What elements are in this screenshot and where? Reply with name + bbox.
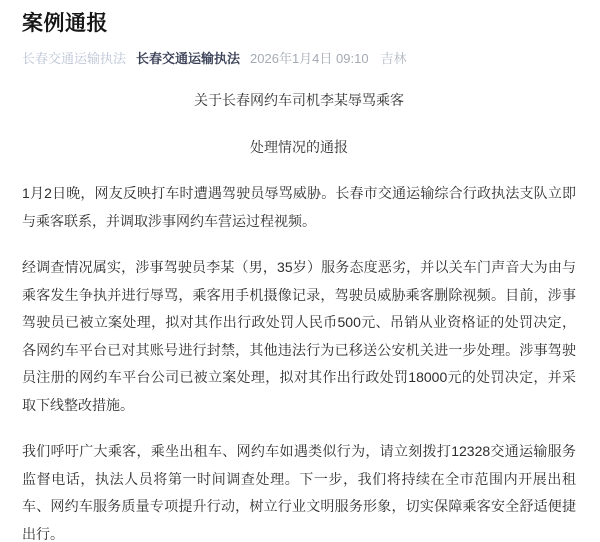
article-body [22, 87, 576, 542]
location-label: 吉林 [380, 51, 407, 66]
article-paragraph-3: 我们呼吁广大乘客，乘坐出租车、网约车如遇类似行为，请立刻拨打12328交通运输服务监督电话，执法人员将第一时间调查处理。下一步，我们将持续在全市范围内开展出租车、网约车服务质量专项提升行动，树立行业文明服务形象，切实保障乘客安全舒适便捷出行。 [22, 443, 576, 542]
channel-tag: 长春交通运输执法 [22, 51, 127, 66]
article-title-line2: 处理情况的通报 [250, 138, 348, 155]
page-title: 案例通报 [22, 12, 108, 35]
article-paragraph-2: 经调查情况属实，涉事驾驶员李某（男，35岁）服务态度恶劣，并以关车门声音大为由与乘客发生争执并进行辱骂，乘客用手机摄像记录，驾驶员威胁乘客删除视频。目前，涉事驾驶员已被立案处理，拟对其作出行政处罚人民币500元、吊销从业资格证的处罚决定，各网约车平台已对其账号进行封禁，其他违法行为已移送公安机关进一步处理。涉事驾驶员注册的网约车平台公司已被立案处理，拟对其作出行政处罚18000元的处罚决定，并采取下线整改措施。 [22, 259, 576, 413]
meta-row [22, 50, 576, 68]
author-link[interactable]: 长春交通运输执法 [136, 51, 241, 66]
publish-datetime: 2026年1月4日 09:10 [250, 51, 369, 66]
article-title-line1: 关于长春网约车司机李某辱骂乘客 [194, 92, 404, 108]
article-paragraph-1: 1月2日晚，网友反映打车时遭遇驾驶员辱骂威胁。长春市交通运输综合行政执法支队立即与乘客联系，并调取涉事网约车营运过程视频。 [22, 185, 576, 229]
